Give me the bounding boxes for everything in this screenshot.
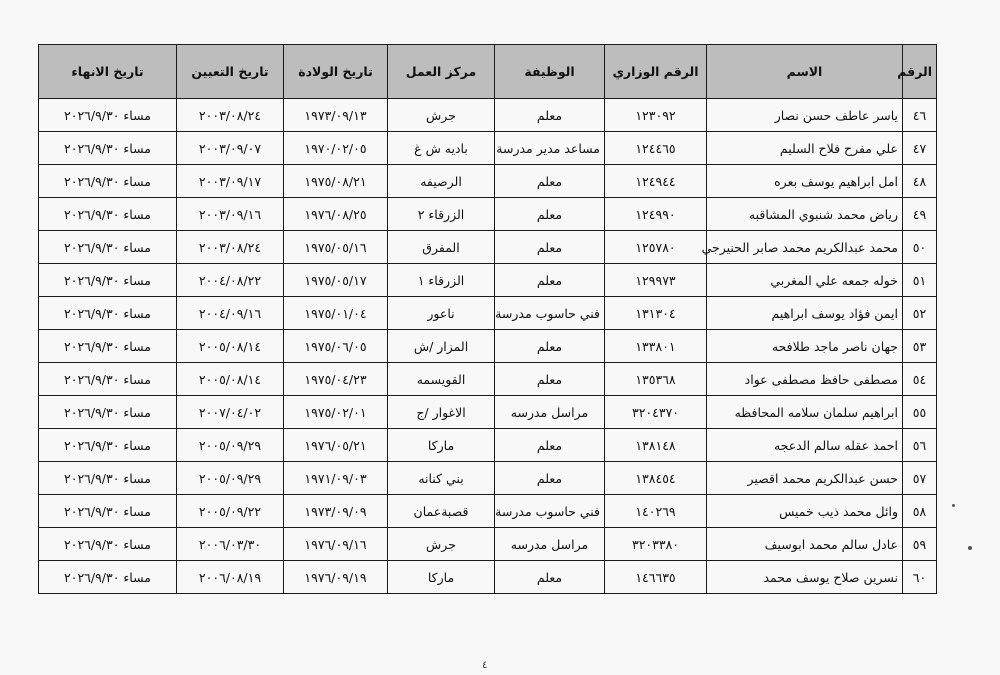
header-appointment-date: تاريخ التعيين — [177, 45, 284, 99]
table-row — [39, 297, 937, 330]
cell-job: معلم — [495, 198, 605, 231]
cell-name: محمد عبدالكريم محمد صابر الحنيرجي — [707, 231, 903, 264]
cell-end-date: مساء ٢٠٢٦/٩/٣٠ — [39, 165, 177, 198]
cell-end-date: مساء ٢٠٢٦/٩/٣٠ — [39, 231, 177, 264]
cell-job: مساعد مدير مدرسة — [495, 132, 605, 165]
cell-appointment-date: ٢٠٠٣/٠٩/٠٧ — [177, 132, 284, 165]
cell-appointment-date: ٢٠٠٣/٠٨/٢٤ — [177, 99, 284, 132]
cell-birth-date: ١٩٧٠/٠٢/٠٥ — [284, 132, 388, 165]
table-row — [39, 429, 937, 462]
cell-name: احمد عقله سالم الدعجه — [707, 429, 903, 462]
header-num: الرقم — [903, 45, 937, 99]
cell-birth-date: ١٩٧٥/٠١/٠٤ — [284, 297, 388, 330]
cell-appointment-date: ٢٠٠٦/٠٨/١٩ — [177, 561, 284, 594]
cell-name: مصطفى حافظ مصطفى عواد — [707, 363, 903, 396]
cell-birth-date: ١٩٧٥/٠٤/٢٣ — [284, 363, 388, 396]
cell-end-date: مساء ٢٠٢٦/٩/٣٠ — [39, 330, 177, 363]
cell-num: ٥٦ — [903, 429, 937, 462]
cell-appointment-date: ٢٠٠٤/٠٨/٢٢ — [177, 264, 284, 297]
cell-end-date: مساء ٢٠٢٦/٩/٣٠ — [39, 363, 177, 396]
cell-birth-date: ١٩٧١/٠٩/٠٣ — [284, 462, 388, 495]
cell-appointment-date: ٢٠٠٥/٠٨/١٤ — [177, 363, 284, 396]
cell-end-date: مساء ٢٠٢٦/٩/٣٠ — [39, 561, 177, 594]
cell-birth-date: ١٩٧٣/٠٩/١٣ — [284, 99, 388, 132]
header-end-date: تاريخ الانهاء — [39, 45, 177, 99]
cell-work-center: ناعور — [388, 297, 495, 330]
table-row — [39, 528, 937, 561]
cell-ministry-id: ١٢٤٩٩٠ — [605, 198, 707, 231]
table-row — [39, 132, 937, 165]
scan-speck — [968, 546, 972, 550]
cell-job: مراسل مدرسه — [495, 528, 605, 561]
cell-name: جهان ناصر ماجد طلافحه — [707, 330, 903, 363]
cell-num: ٥٧ — [903, 462, 937, 495]
cell-num: ٤٨ — [903, 165, 937, 198]
cell-ministry-id: ١٢٤٤٦٥ — [605, 132, 707, 165]
cell-job: معلم — [495, 462, 605, 495]
cell-ministry-id: ١٣٣٨٠١ — [605, 330, 707, 363]
cell-job: فني حاسوب مدرسة — [495, 297, 605, 330]
table-row — [39, 561, 937, 594]
cell-end-date: مساء ٢٠٢٦/٩/٣٠ — [39, 198, 177, 231]
table-row — [39, 264, 937, 297]
cell-work-center: المزار /ش — [388, 330, 495, 363]
cell-ministry-id: ٣٢٠٤٣٧٠ — [605, 396, 707, 429]
cell-appointment-date: ٢٠٠٧/٠٤/٠٢ — [177, 396, 284, 429]
table-row — [39, 231, 937, 264]
cell-num: ٥٨ — [903, 495, 937, 528]
cell-job: مراسل مدرسه — [495, 396, 605, 429]
cell-num: ٥٤ — [903, 363, 937, 396]
cell-work-center: المفرق — [388, 231, 495, 264]
header-work-center: مركز العمل — [388, 45, 495, 99]
cell-job: فني حاسوب مدرسة — [495, 495, 605, 528]
cell-name: ايمن فؤاد يوسف ابراهيم — [707, 297, 903, 330]
cell-ministry-id: ١٢٥٧٨٠ — [605, 231, 707, 264]
table-row — [39, 462, 937, 495]
cell-ministry-id: ١٤٦٦٣٥ — [605, 561, 707, 594]
cell-num: ٥٥ — [903, 396, 937, 429]
cell-ministry-id: ١٣٥٣٦٨ — [605, 363, 707, 396]
table-body — [39, 99, 937, 594]
header-name: الاسم — [707, 45, 903, 99]
cell-job: معلم — [495, 165, 605, 198]
cell-birth-date: ١٩٧٥/٠٢/٠١ — [284, 396, 388, 429]
cell-ministry-id: ١٢٣٠٩٢ — [605, 99, 707, 132]
cell-appointment-date: ٢٠٠٣/٠٩/١٦ — [177, 198, 284, 231]
cell-end-date: مساء ٢٠٢٦/٩/٣٠ — [39, 264, 177, 297]
cell-end-date: مساء ٢٠٢٦/٩/٣٠ — [39, 462, 177, 495]
header-row — [39, 45, 937, 99]
cell-num: ٥٣ — [903, 330, 937, 363]
cell-ministry-id: ٣٢٠٣٣٨٠ — [605, 528, 707, 561]
cell-appointment-date: ٢٠٠٤/٠٩/١٦ — [177, 297, 284, 330]
cell-name: امل ابراهيم يوسف بعره — [707, 165, 903, 198]
cell-end-date: مساء ٢٠٢٦/٩/٣٠ — [39, 99, 177, 132]
employee-table — [38, 44, 937, 594]
cell-birth-date: ١٩٧٦/٠٥/٢١ — [284, 429, 388, 462]
cell-birth-date: ١٩٧٥/٠٨/٢١ — [284, 165, 388, 198]
cell-ministry-id: ١٢٤٩٤٤ — [605, 165, 707, 198]
cell-work-center: الرصيفه — [388, 165, 495, 198]
cell-end-date: مساء ٢٠٢٦/٩/٣٠ — [39, 396, 177, 429]
header-job: الوظيفة — [495, 45, 605, 99]
table-row — [39, 198, 937, 231]
cell-name: خوله جمعه علي المغربي — [707, 264, 903, 297]
cell-birth-date: ١٩٧٥/٠٦/٠٥ — [284, 330, 388, 363]
cell-job: معلم — [495, 429, 605, 462]
table-header — [39, 45, 937, 99]
cell-appointment-date: ٢٠٠٥/٠٩/٢٩ — [177, 462, 284, 495]
cell-num: ٤٦ — [903, 99, 937, 132]
page-number: ٤ — [482, 660, 488, 671]
cell-work-center: جرش — [388, 99, 495, 132]
cell-work-center: بني كنانه — [388, 462, 495, 495]
cell-appointment-date: ٢٠٠٣/٠٩/١٧ — [177, 165, 284, 198]
cell-job: معلم — [495, 561, 605, 594]
cell-name: نسرين صلاح يوسف محمد — [707, 561, 903, 594]
cell-ministry-id: ١٣٨٤٥٤ — [605, 462, 707, 495]
cell-ministry-id: ١٤٠٢٦٩ — [605, 495, 707, 528]
cell-ministry-id: ١٢٩٩٧٣ — [605, 264, 707, 297]
cell-appointment-date: ٢٠٠٥/٠٩/٢٢ — [177, 495, 284, 528]
cell-end-date: مساء ٢٠٢٦/٩/٣٠ — [39, 495, 177, 528]
cell-work-center: القويسمه — [388, 363, 495, 396]
cell-num: ٤٧ — [903, 132, 937, 165]
cell-birth-date: ١٩٧٥/٠٥/١٦ — [284, 231, 388, 264]
table-row — [39, 495, 937, 528]
cell-num: ٥١ — [903, 264, 937, 297]
cell-name: رياض محمد شنبوي المشاقبه — [707, 198, 903, 231]
header-birth-date: تاريخ الولادة — [284, 45, 388, 99]
cell-name: ياسر عاطف حسن نصار — [707, 99, 903, 132]
header-ministry-id: الرقم الوزاري — [605, 45, 707, 99]
cell-num: ٥٩ — [903, 528, 937, 561]
cell-num: ٤٩ — [903, 198, 937, 231]
cell-birth-date: ١٩٧٦/٠٩/١٩ — [284, 561, 388, 594]
cell-work-center: جرش — [388, 528, 495, 561]
cell-work-center: باديه ش غ — [388, 132, 495, 165]
cell-end-date: مساء ٢٠٢٦/٩/٣٠ — [39, 429, 177, 462]
table-row — [39, 99, 937, 132]
cell-work-center: ماركا — [388, 561, 495, 594]
cell-appointment-date: ٢٠٠٦/٠٣/٣٠ — [177, 528, 284, 561]
cell-end-date: مساء ٢٠٢٦/٩/٣٠ — [39, 132, 177, 165]
cell-job: معلم — [495, 264, 605, 297]
table-row — [39, 363, 937, 396]
cell-job: معلم — [495, 99, 605, 132]
cell-ministry-id: ١٣١٣٠٤ — [605, 297, 707, 330]
cell-birth-date: ١٩٧٦/٠٨/٢٥ — [284, 198, 388, 231]
cell-name: وائل محمد ذيب خميس — [707, 495, 903, 528]
cell-end-date: مساء ٢٠٢٦/٩/٣٠ — [39, 528, 177, 561]
cell-appointment-date: ٢٠٠٥/٠٨/١٤ — [177, 330, 284, 363]
cell-name: عادل سالم محمد ابوسيف — [707, 528, 903, 561]
cell-work-center: ماركا — [388, 429, 495, 462]
scan-speck — [952, 504, 955, 507]
cell-num: ٥٢ — [903, 297, 937, 330]
table-row — [39, 330, 937, 363]
cell-work-center: الزرقاء ١ — [388, 264, 495, 297]
cell-end-date: مساء ٢٠٢٦/٩/٣٠ — [39, 297, 177, 330]
cell-work-center: قصبةعمان — [388, 495, 495, 528]
cell-name: حسن عبدالكريم محمد اقصير — [707, 462, 903, 495]
cell-job: معلم — [495, 231, 605, 264]
cell-num: ٦٠ — [903, 561, 937, 594]
cell-birth-date: ١٩٧٣/٠٩/٠٩ — [284, 495, 388, 528]
cell-num: ٥٠ — [903, 231, 937, 264]
cell-name: علي مفرح فلاح السليم — [707, 132, 903, 165]
table-row — [39, 165, 937, 198]
cell-appointment-date: ٢٠٠٣/٠٨/٢٤ — [177, 231, 284, 264]
cell-birth-date: ١٩٧٦/٠٩/١٦ — [284, 528, 388, 561]
cell-birth-date: ١٩٧٥/٠٥/١٧ — [284, 264, 388, 297]
cell-job: معلم — [495, 363, 605, 396]
cell-work-center: الزرقاء ٢ — [388, 198, 495, 231]
cell-work-center: الاغوار /ج — [388, 396, 495, 429]
cell-job: معلم — [495, 330, 605, 363]
table-row — [39, 396, 937, 429]
cell-appointment-date: ٢٠٠٥/٠٩/٢٩ — [177, 429, 284, 462]
cell-ministry-id: ١٣٨١٤٨ — [605, 429, 707, 462]
cell-name: ابراهيم سلمان سلامه المحافظه — [707, 396, 903, 429]
